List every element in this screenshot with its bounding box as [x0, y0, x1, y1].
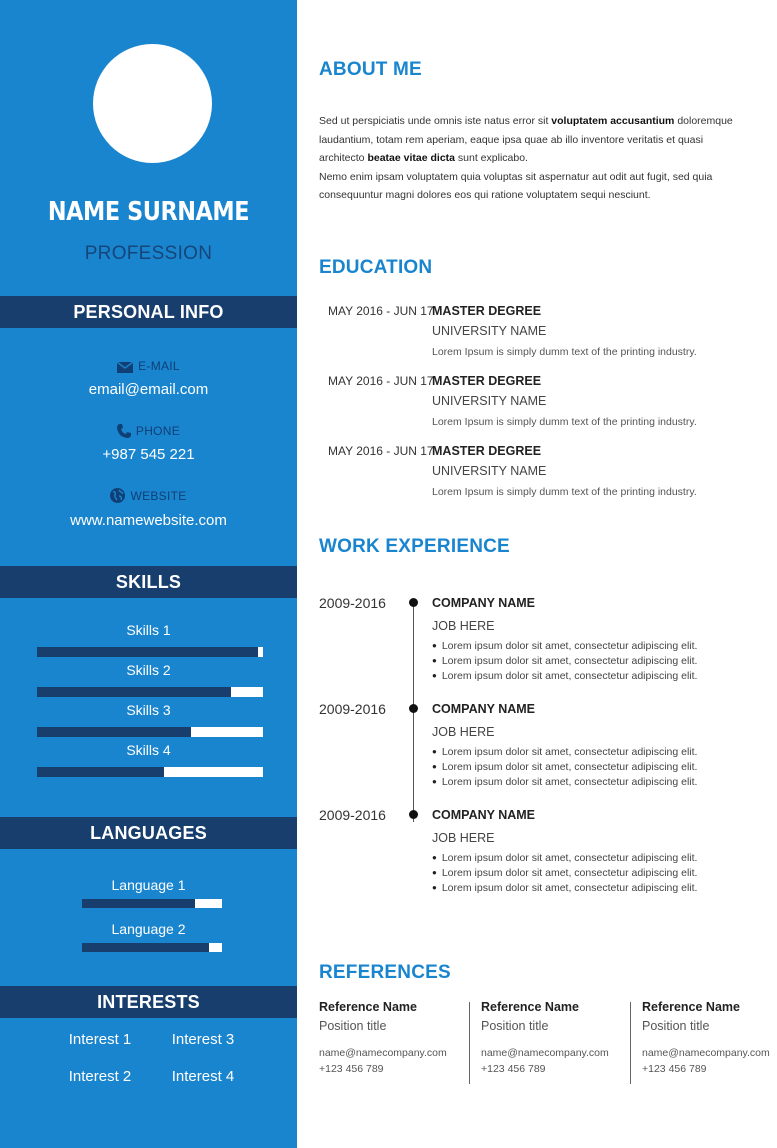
phone-label-text: PHONE	[135, 424, 181, 438]
skill-bar-fill	[37, 767, 164, 777]
phone-label	[0, 424, 297, 438]
skill-bar-fill	[37, 687, 231, 697]
reference-card	[642, 1000, 776, 1075]
phone-value: +987 545 221	[102, 446, 195, 463]
about-heading: ABOUT ME	[319, 59, 422, 80]
reference-name: Reference Name	[481, 1000, 579, 1014]
language-bar-fill	[82, 899, 195, 908]
reference-email[interactable]: name@namecompany.com	[319, 1047, 447, 1059]
reference-position: Position title	[642, 1019, 710, 1033]
work-bullet: ● Lorem ipsum dolor sit amet, consectetur adipiscing elit.	[432, 881, 697, 896]
work-job-title: JOB HERE	[432, 619, 495, 633]
work-company: COMPANY NAME	[432, 808, 536, 822]
website-label	[0, 488, 297, 503]
about-text-part: Sed ut perspiciatis unde omnis iste natus error sit	[319, 115, 552, 127]
work-company: COMPANY NAME	[432, 596, 536, 610]
work-bullet: ● Lorem ipsum dolor sit amet, consectetur adipiscing elit.	[432, 745, 697, 760]
sidebar	[0, 0, 297, 1148]
about-text-part: sunt explicabo.	[455, 152, 528, 164]
website-value[interactable]: www.namewebsite.com	[70, 512, 227, 529]
language-label: Language 2	[111, 921, 186, 937]
about-text-bold: voluptatem accusantium	[551, 115, 675, 127]
globe-icon	[110, 488, 125, 503]
reference-phone: +123 456 789	[319, 1063, 384, 1075]
skill-label: Skills 2	[126, 662, 171, 678]
skill-bar-fill	[37, 727, 191, 737]
skill-label: Skills 1	[126, 622, 171, 638]
reference-name: Reference Name	[642, 1000, 740, 1014]
work-experience-heading: WORK EXPERIENCE	[319, 536, 510, 557]
language-bar-fill	[82, 943, 209, 952]
references-heading: REFERENCES	[319, 962, 451, 983]
email-label-text: E-MAIL	[138, 359, 180, 373]
work-date: 2009-2016	[319, 595, 386, 611]
person-name: NAME SURNAME	[47, 197, 250, 227]
reference-card	[481, 1000, 631, 1075]
education-date: MAY 2016 - JUN 17	[328, 374, 434, 388]
profile-photo-placeholder	[93, 44, 212, 163]
work-company: COMPANY NAME	[432, 702, 536, 716]
reference-email[interactable]: name@namecompany.com	[481, 1047, 609, 1059]
skill-label: Skills 4	[126, 742, 171, 758]
email-value[interactable]: email@email.com	[88, 381, 209, 398]
work-job-title: JOB HERE	[432, 725, 495, 739]
education-degree: MASTER DEGREE	[432, 304, 542, 318]
work-bullet-list	[432, 639, 697, 683]
email-label	[0, 359, 297, 373]
skills-heading: SKILLS	[0, 566, 297, 598]
phone-icon	[117, 424, 131, 438]
envelope-icon	[117, 362, 133, 373]
education-school: UNIVERSITY NAME	[432, 324, 547, 338]
timeline-dot	[409, 810, 418, 819]
skill-bar-fill	[37, 647, 258, 657]
personal-info-heading: PERSONAL INFO	[0, 296, 297, 328]
reference-position: Position title	[481, 1019, 549, 1033]
education-degree: MASTER DEGREE	[432, 374, 542, 388]
reference-phone: +123 456 789	[642, 1063, 707, 1075]
language-label: Language 1	[111, 877, 186, 893]
reference-card	[319, 1000, 469, 1075]
reference-phone: +123 456 789	[481, 1063, 546, 1075]
reference-email[interactable]: name@namecompany.com	[642, 1047, 770, 1059]
languages-heading: LANGUAGES	[0, 817, 297, 849]
website-label-text: WEBSITE	[130, 489, 187, 503]
skill-bar	[37, 687, 263, 697]
education-description: Lorem Ipsum is simply dumm text of the printing industry.	[432, 346, 697, 358]
work-date: 2009-2016	[319, 701, 386, 717]
interests-heading: INTERESTS	[0, 986, 297, 1018]
reference-divider	[630, 1002, 631, 1084]
interest-item: Interest 1	[68, 1031, 132, 1048]
skill-bar	[37, 647, 263, 657]
work-bullet: ● Lorem ipsum dolor sit amet, consectetur adipiscing elit.	[432, 669, 697, 684]
education-school: UNIVERSITY NAME	[432, 394, 547, 408]
work-bullet: ● Lorem ipsum dolor sit amet, consectetur adipiscing elit.	[432, 866, 697, 881]
reference-position: Position title	[319, 1019, 387, 1033]
interest-item: Interest 4	[171, 1068, 235, 1085]
work-bullet-list	[432, 851, 697, 895]
work-bullet: ● Lorem ipsum dolor sit amet, consectetur adipiscing elit.	[432, 760, 697, 775]
skill-bar	[37, 767, 263, 777]
skill-label: Skills 3	[126, 702, 171, 718]
about-text	[319, 112, 739, 205]
education-date: MAY 2016 - JUN 17	[328, 444, 434, 458]
work-bullet: ● Lorem ipsum dolor sit amet, consectetur adipiscing elit.	[432, 639, 697, 654]
work-date: 2009-2016	[319, 807, 386, 823]
about-text-paragraph-2: Nemo enim ipsam voluptatem quia voluptas sit aspernatur aut odit aut fugit, sed quia consequuntur magni dolores eos qui ratione voluptatem sequi nesciunt.	[319, 170, 713, 201]
timeline-dot	[409, 598, 418, 607]
work-bullet: ● Lorem ipsum dolor sit amet, consectetur adipiscing elit.	[432, 654, 697, 669]
work-bullet-list	[432, 745, 697, 789]
work-job-title: JOB HERE	[432, 831, 495, 845]
education-description: Lorem Ipsum is simply dumm text of the printing industry.	[432, 486, 697, 498]
interest-item: Interest 3	[171, 1031, 235, 1048]
interest-item: Interest 2	[68, 1068, 132, 1085]
education-school: UNIVERSITY NAME	[432, 464, 547, 478]
language-bar	[82, 899, 222, 908]
reference-name: Reference Name	[319, 1000, 417, 1014]
skill-bar	[37, 727, 263, 737]
about-text-part: doloremque laudantium, totam rem aperiam, eaque ipsa quae ab illo inventore veritatis et quasi architecto	[319, 115, 733, 164]
about-text-bold: beatae vitae dicta	[367, 152, 455, 164]
education-degree: MASTER DEGREE	[432, 444, 542, 458]
person-profession: PROFESSION	[84, 243, 213, 264]
work-bullet: ● Lorem ipsum dolor sit amet, consectetur adipiscing elit.	[432, 851, 697, 866]
education-date: MAY 2016 - JUN 17	[328, 304, 434, 318]
language-bar	[82, 943, 222, 952]
education-heading: EDUCATION	[319, 257, 433, 278]
education-description: Lorem Ipsum is simply dumm text of the printing industry.	[432, 416, 697, 428]
work-bullet: ● Lorem ipsum dolor sit amet, consectetur adipiscing elit.	[432, 775, 697, 790]
timeline-dot	[409, 704, 418, 713]
reference-divider	[469, 1002, 470, 1084]
